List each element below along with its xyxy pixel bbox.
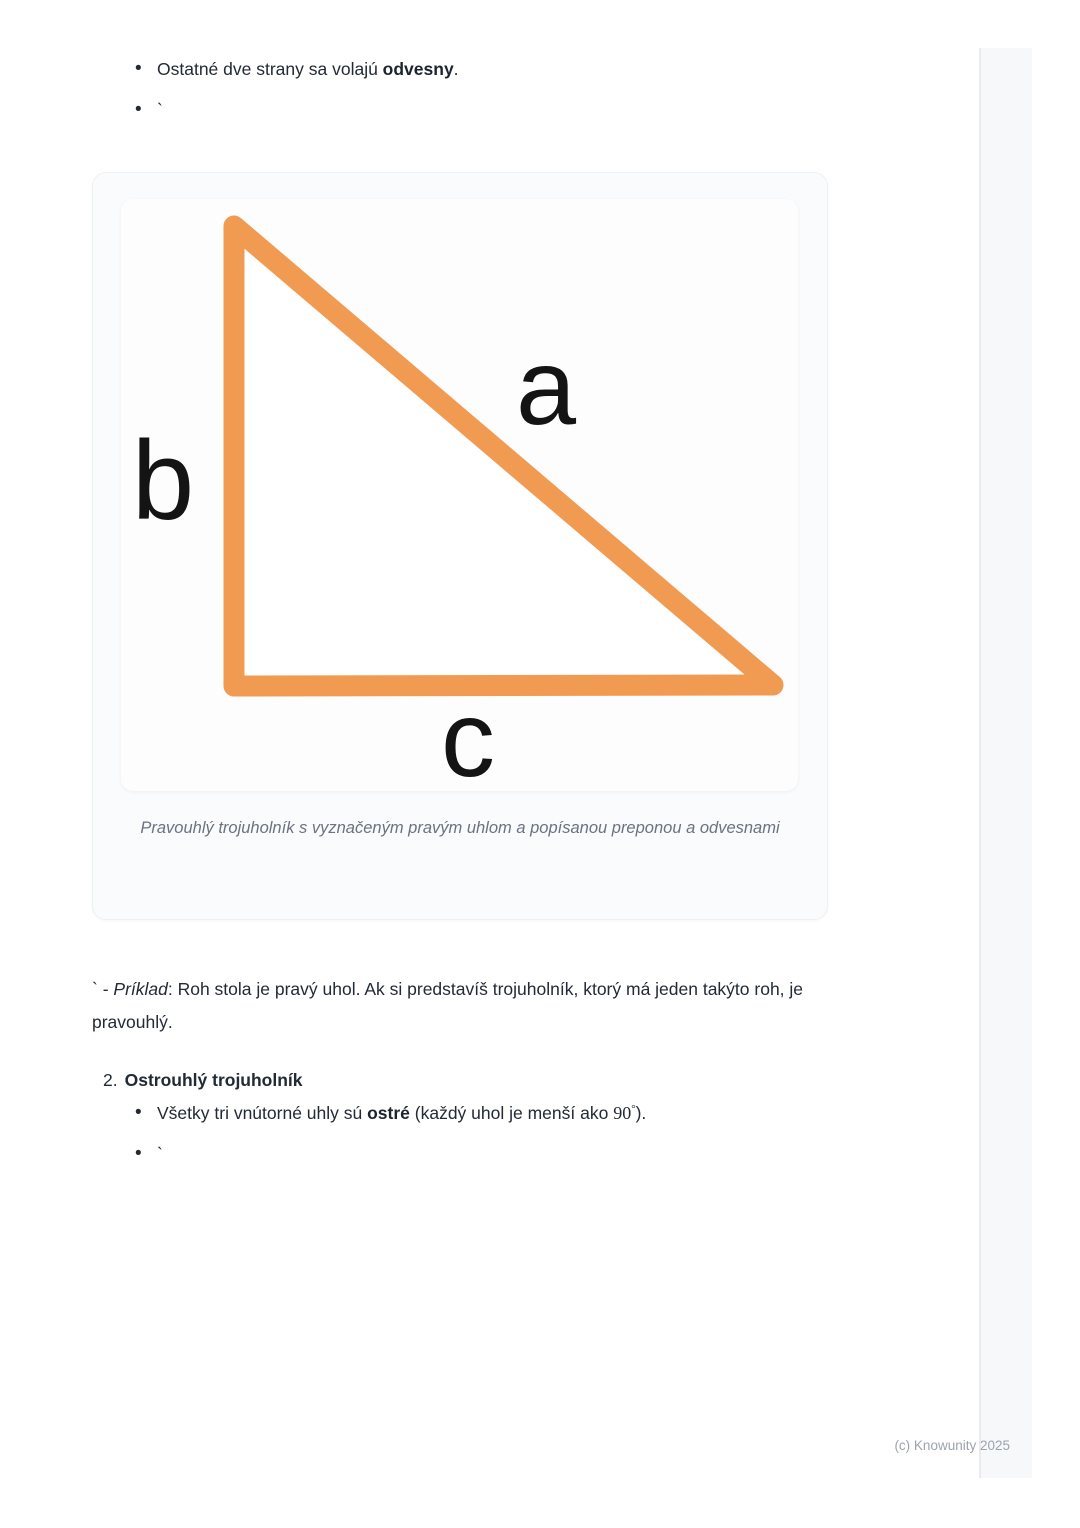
- text-segment: (každý uhol je menší ako: [409, 1103, 614, 1123]
- text-segment: .: [453, 59, 459, 79]
- text-segment: ).: [635, 1103, 647, 1123]
- page-edge-gutter: [979, 48, 1032, 1478]
- figure-caption: [93, 813, 827, 844]
- text-segment: Ostatné dve strany sa volajú: [157, 59, 383, 79]
- italic-term: Príklad: [113, 979, 168, 999]
- list-number: 2.: [103, 1070, 118, 1090]
- right-triangle-svg: [121, 199, 798, 791]
- math-value: 90: [613, 1103, 632, 1123]
- bold-term: odvesny: [382, 59, 454, 79]
- bold-term: ostré: [367, 1103, 410, 1123]
- section-title: Ostrouhlý trojuholník: [124, 1070, 303, 1090]
- list-item-text: [157, 1101, 646, 1125]
- degree-symbol: °: [631, 1103, 636, 1116]
- triangle-figure-image: [121, 199, 798, 791]
- text-segment: ` -: [92, 979, 114, 999]
- text-segment: Všetky tri vnútorné uhly sú: [157, 1103, 368, 1123]
- text-segment: : Roh stola je pravý uhol. Ak si predstavíš trojuholník, ktorý má jeden takýto roh, je pravouhlý.: [92, 979, 804, 1032]
- bullet-icon: •: [135, 99, 142, 120]
- bullet-icon: •: [135, 58, 142, 79]
- copyright-watermark: (c) Knowunity 2025: [894, 1438, 1010, 1453]
- label-hypotenuse-a: a: [515, 326, 577, 447]
- figure-caption-text: Pravouhlý trojuholník s vyznačeným pravým uhlom a popísanou preponou a odvesnami: [140, 819, 780, 837]
- list-item-text: `: [157, 100, 163, 120]
- numbered-list-item: [103, 1068, 303, 1092]
- figure-card: [92, 172, 828, 920]
- triangle-shape: [234, 226, 773, 686]
- bullet-icon: •: [135, 1102, 142, 1123]
- list-item: [135, 57, 459, 81]
- list-item-text: [157, 57, 459, 81]
- label-leg-b: b: [131, 418, 195, 543]
- list-item: [135, 98, 163, 122]
- example-paragraph: [92, 973, 837, 1039]
- list-item: [135, 1142, 163, 1166]
- list-item-text: `: [157, 1144, 163, 1164]
- label-leg-c: c: [441, 678, 495, 791]
- list-item: [135, 1101, 646, 1125]
- bullet-icon: •: [135, 1143, 142, 1164]
